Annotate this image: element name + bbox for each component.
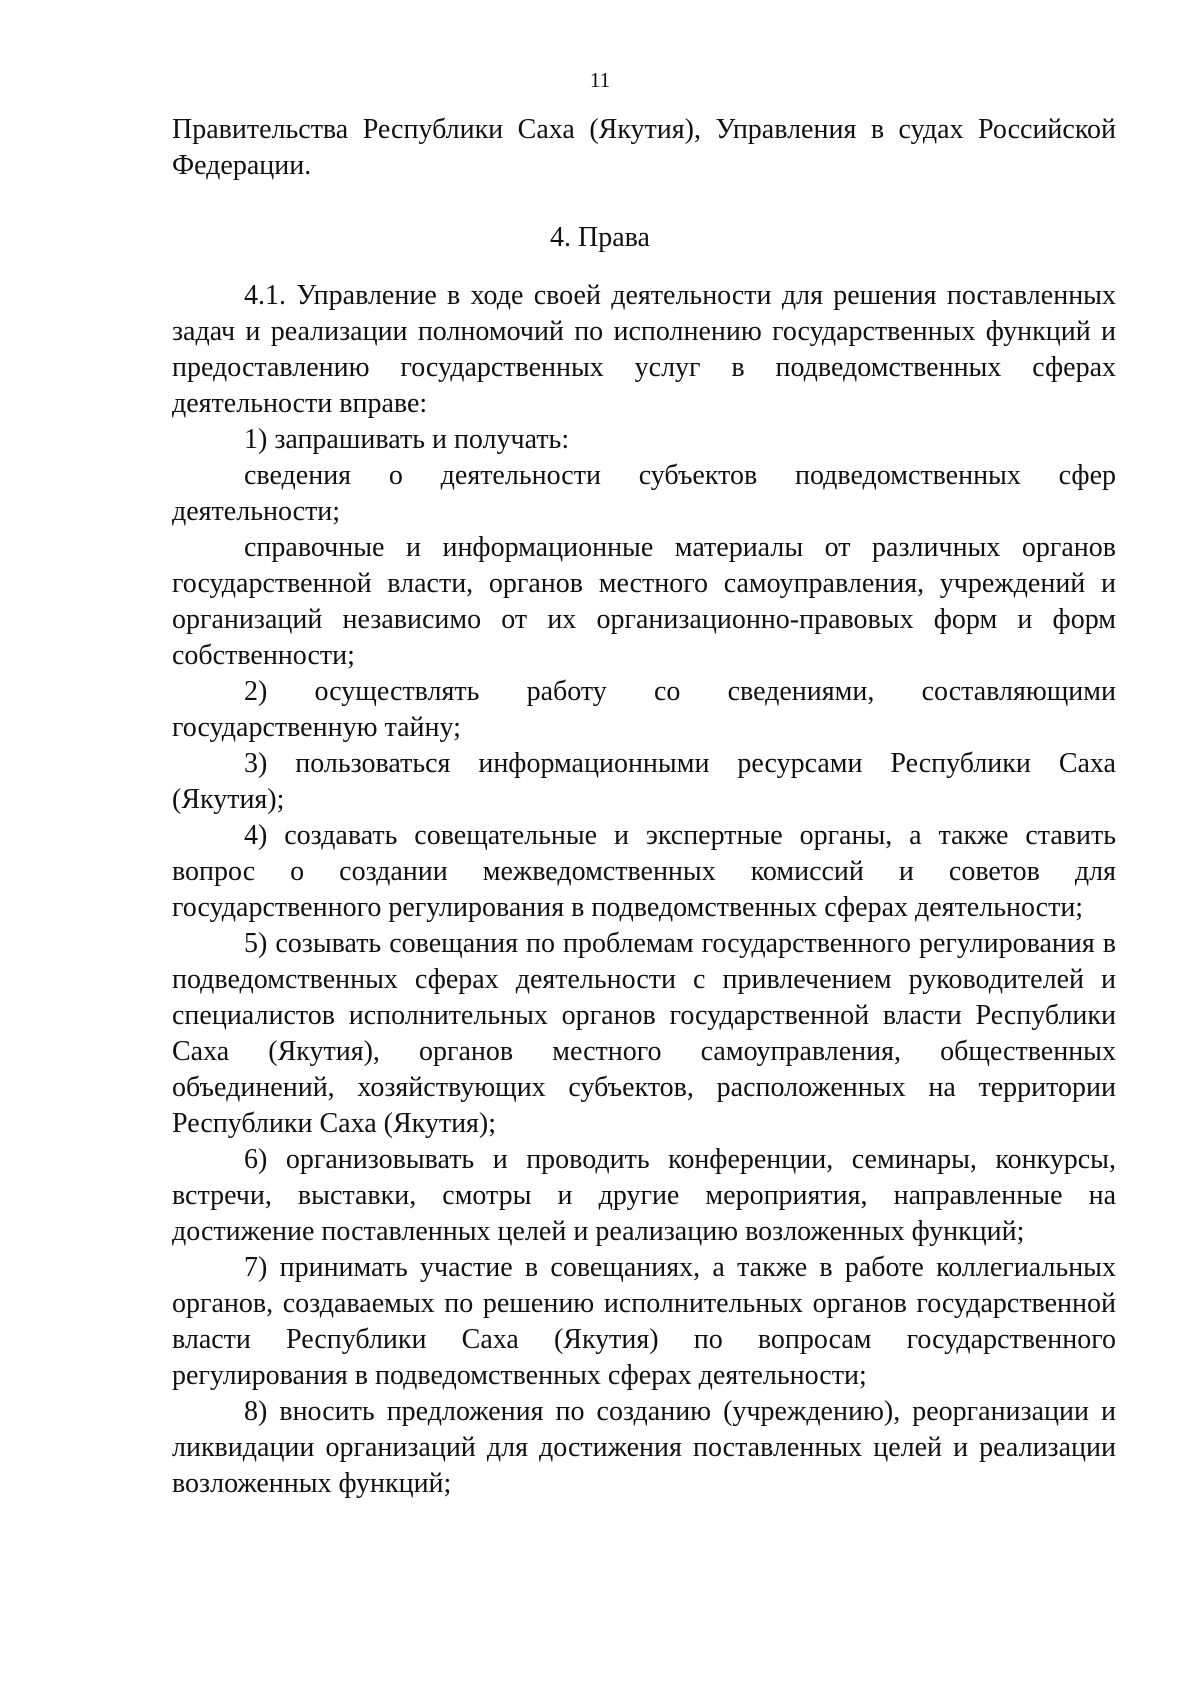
paragraph-item-1-materials: справочные и информационные материалы от различных органов государственной власти, органов местного самоуправления, учреждений и организаций независимо от их организационно-правовых форм и форм собственности;	[172, 532, 1116, 671]
paragraph-4-1: 4.1. Управление в ходе своей деятельности для решения поставленных задач и реализации полномочий по исполнению государственных функций и предоставлению государственных услуг в подведомственных сферах деятельности вправе:	[172, 280, 1116, 419]
paragraph-item-4: 4) создавать совещательные и экспертные органы, а также ставить вопрос о создании межведомственных комиссий и советов для государственного регулирования в подведомственных сферах деятельности;	[172, 820, 1116, 923]
paragraph-item-1-info: сведения о деятельности субъектов подведомственных сфер деятельности;	[172, 460, 1116, 527]
paragraph-item-8: 8) вносить предложения по созданию (учреждению), реорганизации и ликвидации организаций для достижения поставленных целей и реализации возложенных функций;	[172, 1396, 1116, 1499]
paragraph-item-6: 6) организовывать и проводить конференции, семинары, конкурсы, встречи, выставки, смотры и другие мероприятия, направленные на достижение поставленных целей и реализацию возложенных функций;	[172, 1144, 1116, 1247]
intro-paragraph: Правительства Республики Саха (Якутия), Управления в судах Российской Федерации.	[172, 114, 1116, 181]
paragraph-item-2: 2) осуществлять работу со сведениями, составляющими государственную тайну;	[172, 676, 1116, 743]
paragraph-item-7: 7) принимать участие в совещаниях, а также в работе коллегиальных органов, создаваемых по решению исполнительных органов государственной власти Республики Саха (Якутия) по вопросам государственного регулирования в подведомственных сферах деятельности;	[172, 1252, 1116, 1391]
intro-text-block	[172, 112, 1116, 184]
page-number: 11	[589, 68, 611, 92]
paragraph-item-1: 1) запрашивать и получать:	[244, 424, 570, 455]
paragraph-item-5: 5) созывать совещания по проблемам государственного регулирования в подведомственных сферах деятельности с привлечением руководителей и специалистов исполнительных органов государственной власти Республики Саха (Якутия), органов местного самоуправления, общественных объединений, хозяйствующих субъектов, расположенных на территории Республики Саха (Якутия);	[172, 928, 1116, 1139]
body-text-block	[172, 278, 1116, 1502]
paragraph-item-3: 3) пользоваться информационными ресурсами Республики Саха (Якутия);	[172, 748, 1116, 815]
section-heading: 4. Права	[550, 222, 650, 253]
